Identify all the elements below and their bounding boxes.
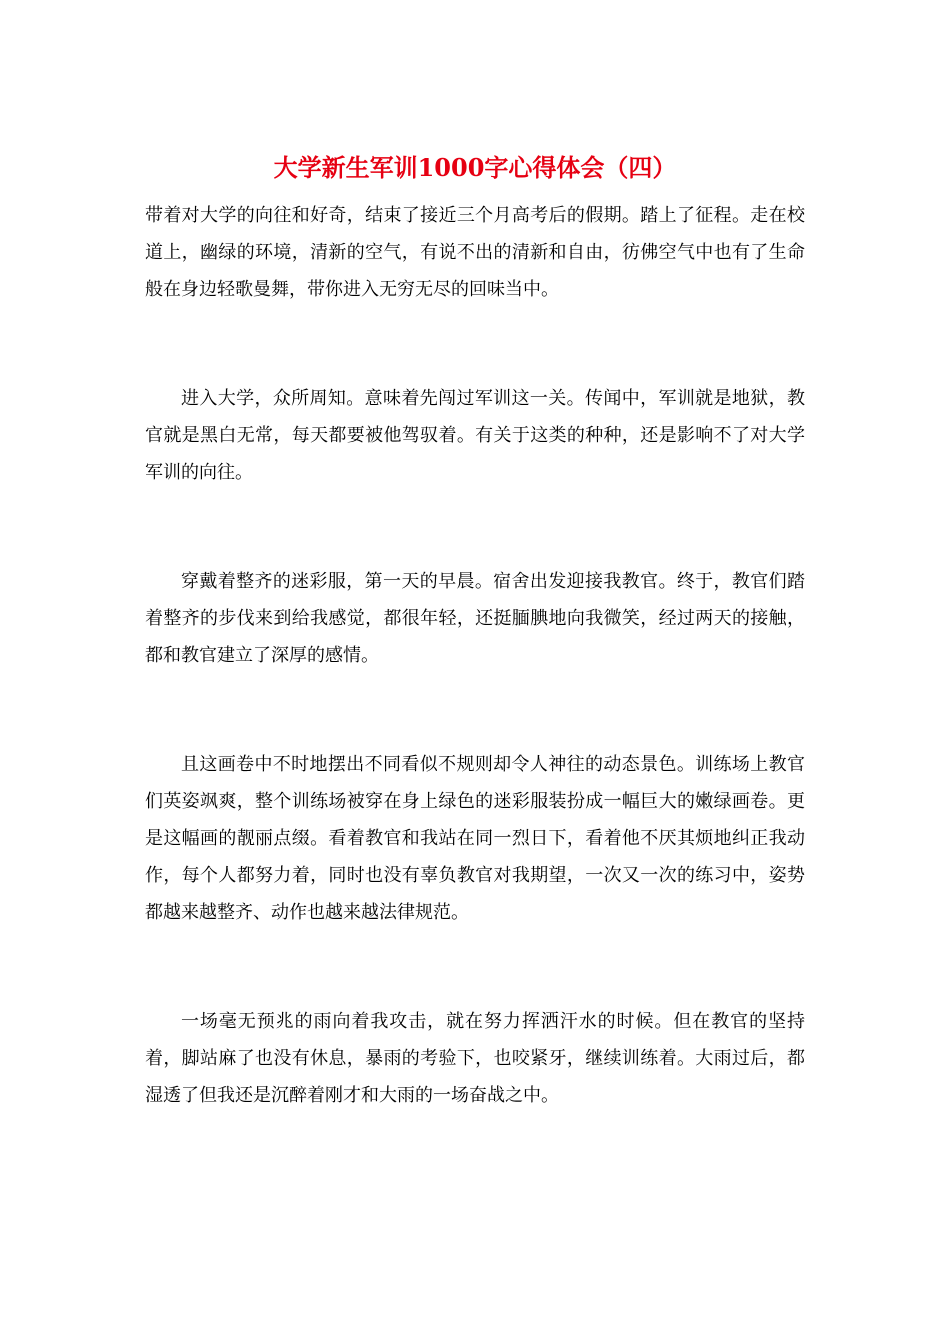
paragraph-4: 且这画卷中不时地摆出不同看似不规则却令人神往的动态景色。训练场上教官们英姿飒爽，整个训练场被穿在身上绿色的迷彩服装扮成一幅巨大的嫩绿画卷。更是这幅画的靓丽点缀。看着教官和我站在同一烈日下，看着他不厌其烦地纠正我动作，每个人都努力着，同时也没有辜负教官对我期望，一次又一次的练习中，姿势都越来越整齐、动作也越来越法律规范。 — [145, 754, 805, 923]
paragraph-1: 带着对大学的向往和好奇，结束了接近三个月高考后的假期。踏上了征程。走在校道上，幽绿的环境，清新的空气，有说不出的清新和自由，彷佛空气中也有了生命般在身边轻歌曼舞，带你进入无穷无尽的回味当中。 — [145, 205, 805, 300]
document-body — [145, 197, 805, 1114]
document-title: 大学新生军训1000字心得体会（四） — [273, 153, 677, 182]
paragraph-5: 一场毫无预兆的雨向着我攻击，就在努力挥洒汗水的时候。但在教官的坚持着，脚站麻了也没有休息，暴雨的考验下，也咬紧牙，继续训练着。大雨过后，都湿透了但我还是沉醉着刚才和大雨的一场奋战之中。 — [145, 1011, 805, 1106]
paragraph-3: 穿戴着整齐的迷彩服，第一天的早晨。宿舍出发迎接我教官。终于，教官们踏着整齐的步伐来到给我感觉，都很年轻，还挺腼腆地向我微笑，经过两天的接触，都和教官建立了深厚的感情。 — [145, 571, 805, 666]
paragraph-2: 进入大学，众所周知。意味着先闯过军训这一关。传闻中，军训就是地狱，教官就是黑白无常，每天都要被他驾驭着。有关于这类的种种，还是影响不了对大学军训的向往。 — [145, 388, 805, 483]
